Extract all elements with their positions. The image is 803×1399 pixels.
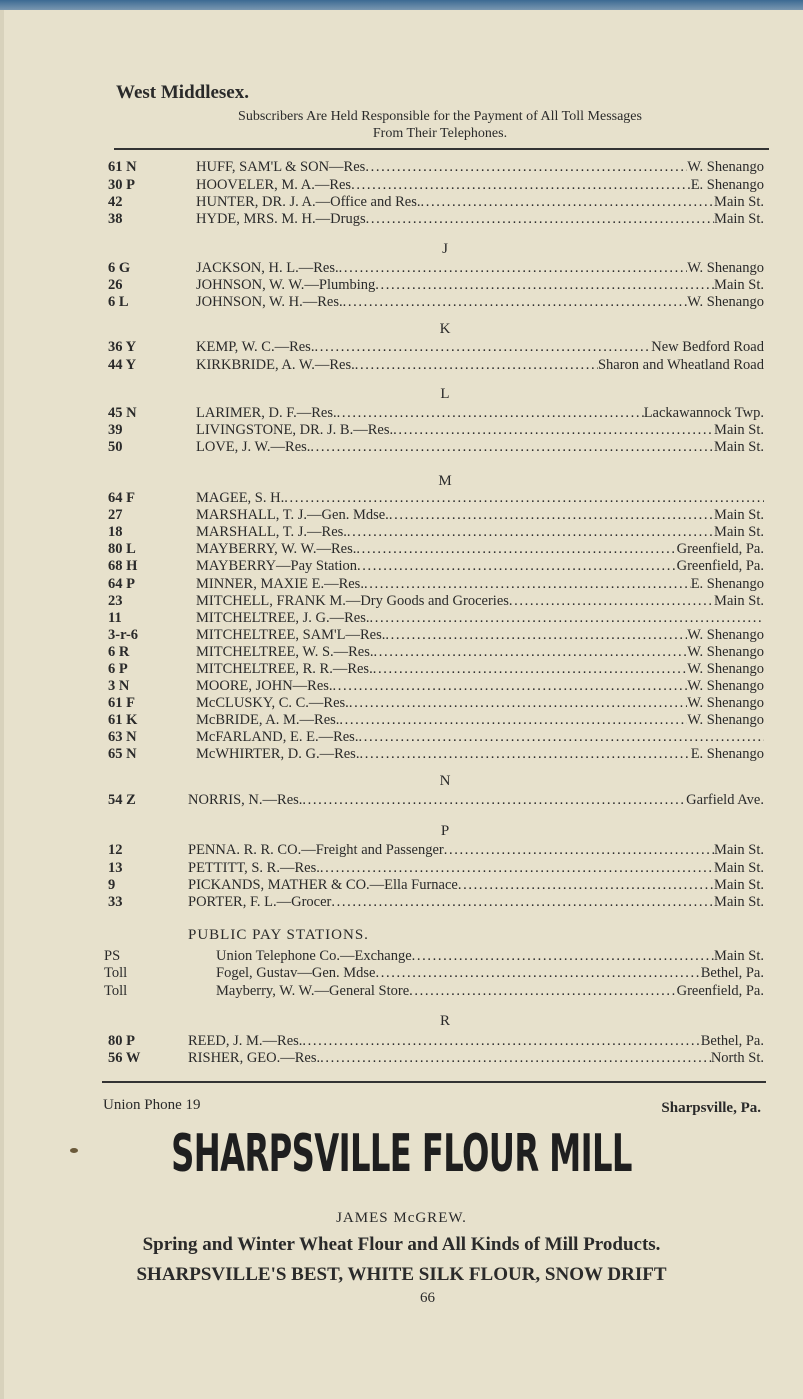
subscriber-location: Main St. bbox=[714, 593, 764, 609]
listing-row bbox=[0, 260, 800, 277]
leader-dots bbox=[310, 439, 714, 456]
phone-number: Toll bbox=[104, 965, 128, 981]
phone-number: 64 P bbox=[108, 576, 135, 592]
subscriber-name: McFARLAND, E. E.—Res. bbox=[196, 729, 359, 745]
leader-dots bbox=[420, 194, 714, 211]
section-letter: J bbox=[442, 241, 448, 257]
leader-dots bbox=[444, 842, 714, 859]
section-letter: P bbox=[440, 823, 450, 839]
leader-dots bbox=[369, 610, 764, 627]
leader-dots bbox=[333, 678, 688, 695]
subscriber-location: W. Shenango bbox=[687, 678, 764, 694]
phone-number: 44 Y bbox=[108, 357, 137, 373]
phone-number: 26 bbox=[108, 277, 123, 293]
subscriber-name: MITCHELTREE, J. G.—Res. bbox=[196, 610, 370, 626]
subscriber-name: PENNA. R. R. CO.—Freight and Passenger bbox=[188, 842, 444, 858]
subscriber-location: W. Shenango bbox=[687, 695, 764, 711]
subscriber-name: HOOVELER, M. A.—Res bbox=[196, 177, 352, 193]
listing-entry bbox=[196, 490, 764, 507]
subscriber-location: Main St. bbox=[714, 842, 764, 858]
listing-row bbox=[0, 422, 800, 439]
leader-dots bbox=[365, 159, 687, 176]
ad-owner: JAMES McGREW. bbox=[336, 1210, 467, 1226]
subscriber-location: Main St. bbox=[714, 439, 764, 455]
listing-entry bbox=[196, 177, 764, 194]
subscriber-name: MAYBERRY—Pay Station bbox=[196, 558, 358, 574]
phone-number: 6 G bbox=[108, 260, 131, 276]
listing-entry bbox=[196, 610, 764, 627]
subscriber-name: KIRKBRIDE, A. W.—Res. bbox=[196, 357, 355, 373]
listing-entry bbox=[216, 948, 764, 965]
listing-entry bbox=[196, 294, 764, 311]
phone-number: 45 N bbox=[108, 405, 137, 421]
phone-number: 3-r-6 bbox=[108, 627, 139, 643]
place-title: West Middlesex. bbox=[116, 82, 249, 103]
listing-entry bbox=[196, 695, 764, 712]
listing-row bbox=[0, 277, 800, 294]
listing-row bbox=[0, 294, 800, 311]
listing-entry bbox=[188, 842, 764, 859]
subscriber-name: MARSHALL, T. J.—Gen. Mdse. bbox=[196, 507, 389, 523]
subscriber-name: LOVE, J. W.—Res. bbox=[196, 439, 311, 455]
subscriber-location: E. Shenango bbox=[690, 177, 764, 193]
listing-entry bbox=[196, 541, 764, 558]
phone-number: 38 bbox=[108, 211, 123, 227]
listing-entry bbox=[216, 965, 764, 982]
listing-row bbox=[0, 678, 800, 695]
phone-number: 56 W bbox=[108, 1050, 141, 1066]
leader-dots bbox=[364, 576, 691, 593]
subscriber-location: Garfield Ave. bbox=[686, 792, 764, 808]
subscriber-location: W. Shenango bbox=[687, 661, 764, 677]
listing-row bbox=[0, 610, 800, 627]
subscriber-location: W. Shenango bbox=[687, 159, 764, 175]
subscriber-name: Mayberry, W. W.—General Store bbox=[216, 983, 410, 999]
phone-number: 61 F bbox=[108, 695, 135, 711]
subscriber-name: MITCHELTREE, R. R.—Res. bbox=[196, 661, 373, 677]
listing-row bbox=[0, 983, 800, 1000]
phone-number: 54 Z bbox=[108, 792, 136, 808]
subscriber-location: W. Shenango bbox=[687, 644, 764, 660]
listing-entry bbox=[216, 983, 764, 1000]
listing-row bbox=[0, 177, 800, 194]
phone-number: 6 P bbox=[108, 661, 128, 677]
leader-dots bbox=[314, 339, 651, 356]
leader-dots bbox=[302, 1033, 700, 1050]
leader-dots bbox=[359, 746, 690, 763]
leader-dots bbox=[385, 627, 687, 644]
subscriber-name: McCLUSKY, C. C.—Res. bbox=[196, 695, 349, 711]
ad-title: SHARPSVILLE FLOUR MILL bbox=[171, 1124, 632, 1184]
listing-row bbox=[0, 339, 800, 356]
listing-entry bbox=[196, 524, 764, 541]
subscriber-location: Main St. bbox=[714, 948, 764, 964]
listing-row bbox=[0, 576, 800, 593]
subscriber-name: McWHIRTER, D. G.—Res. bbox=[196, 746, 360, 762]
phone-number: 18 bbox=[108, 524, 123, 540]
leader-dots bbox=[331, 894, 714, 911]
subscriber-name: RISHER, GEO.—Res. bbox=[188, 1050, 321, 1066]
ad-phone: Union Phone 19 bbox=[103, 1097, 201, 1113]
subscriber-location: W. Shenango bbox=[687, 712, 764, 728]
subscriber-name: Union Telephone Co.—Exchange bbox=[216, 948, 412, 964]
subscriber-location: Bethel, Pa. bbox=[700, 1033, 764, 1049]
toll-notice bbox=[100, 108, 780, 142]
ad-line-2: SHARPSVILLE'S BEST, WHITE SILK FLOUR, SNOW DRIFT bbox=[136, 1264, 667, 1285]
listing-entry bbox=[196, 576, 764, 593]
listing-entry bbox=[188, 877, 764, 894]
subscriber-name: PETTITT, S. R.—Res. bbox=[188, 860, 320, 876]
leader-dots bbox=[357, 558, 677, 575]
phone-number: 61 N bbox=[108, 159, 137, 175]
listing-row bbox=[0, 439, 800, 456]
subscriber-name: MITCHELTREE, W. S.—Res. bbox=[196, 644, 374, 660]
phone-number: 9 bbox=[108, 877, 116, 893]
notice-line-1: Subscribers Are Held Responsible for the Payment of All Toll Messages bbox=[238, 109, 642, 124]
subscriber-location: Main St. bbox=[714, 277, 764, 293]
listing-entry bbox=[196, 194, 764, 211]
listing-entry bbox=[196, 507, 764, 524]
subscriber-name: PORTER, F. L.—Grocer bbox=[188, 894, 332, 910]
listing-row bbox=[0, 948, 800, 965]
leader-dots bbox=[358, 729, 764, 746]
subscriber-location: Main St. bbox=[714, 860, 764, 876]
leader-dots bbox=[375, 277, 714, 294]
subscriber-name: MITCHELTREE, SAM'L—Res. bbox=[196, 627, 386, 643]
leader-dots bbox=[373, 661, 688, 678]
leader-dots bbox=[509, 593, 714, 610]
subscriber-name: KEMP, W. C.—Res. bbox=[196, 339, 315, 355]
listing-row bbox=[0, 729, 800, 746]
leader-dots bbox=[320, 1050, 711, 1067]
listing-entry bbox=[196, 678, 764, 695]
section-letter: L bbox=[440, 386, 450, 402]
listing-row bbox=[0, 746, 800, 763]
leader-dots bbox=[284, 490, 764, 507]
listing-entry bbox=[196, 211, 764, 228]
subscriber-location: Main St. bbox=[714, 877, 764, 893]
subscriber-name: Fogel, Gustav—Gen. Mdse bbox=[216, 965, 376, 981]
subscriber-location: Main St. bbox=[714, 211, 764, 227]
listing-entry bbox=[196, 357, 764, 374]
listing-row bbox=[0, 712, 800, 729]
subscriber-name: MARSHALL, T. J.—Res. bbox=[196, 524, 347, 540]
listing-row bbox=[0, 644, 800, 661]
phone-number: 68 H bbox=[108, 558, 138, 574]
subscriber-location: Lackawannock Twp. bbox=[643, 405, 764, 421]
listing-entry bbox=[196, 260, 764, 277]
subscriber-location: Greenfield, Pa. bbox=[676, 558, 764, 574]
listing-row bbox=[0, 1033, 800, 1050]
subscriber-location: Greenfield, Pa. bbox=[676, 983, 764, 999]
subscriber-name: HUFF, SAM'L & SON—Res bbox=[196, 159, 366, 175]
subscriber-location: W. Shenango bbox=[687, 294, 764, 310]
listing-row bbox=[0, 524, 800, 541]
listing-entry bbox=[196, 746, 764, 763]
pay-stations-heading: PUBLIC PAY STATIONS. bbox=[188, 927, 369, 943]
phone-number: 33 bbox=[108, 894, 123, 910]
leader-dots bbox=[347, 524, 714, 541]
listing-entry bbox=[196, 405, 764, 422]
phone-number: 27 bbox=[108, 507, 123, 523]
phone-number: 64 F bbox=[108, 490, 135, 506]
listing-entry bbox=[196, 339, 764, 356]
phone-number: 36 Y bbox=[108, 339, 137, 355]
phone-number: 3 N bbox=[108, 678, 130, 694]
phone-number: 80 P bbox=[108, 1033, 135, 1049]
leader-dots bbox=[393, 422, 714, 439]
leader-dots bbox=[412, 948, 714, 965]
leader-dots bbox=[366, 211, 714, 228]
listing-row bbox=[0, 159, 800, 176]
listing-entry bbox=[196, 712, 764, 729]
listing-row bbox=[0, 490, 800, 507]
listing-entry bbox=[196, 159, 764, 176]
phone-number: 65 N bbox=[108, 746, 137, 762]
leader-dots bbox=[302, 792, 686, 809]
subscriber-name: JOHNSON, W. W.—Plumbing bbox=[196, 277, 376, 293]
header-rule bbox=[114, 148, 769, 150]
phone-number: 80 L bbox=[108, 541, 136, 557]
subscriber-location: W. Shenango bbox=[687, 260, 764, 276]
leader-dots bbox=[339, 260, 688, 277]
phone-number: PS bbox=[104, 948, 121, 964]
subscriber-location: Main St. bbox=[714, 894, 764, 910]
subscriber-name: MINNER, MAXIE E.—Res. bbox=[196, 576, 364, 592]
phone-number: 63 N bbox=[108, 729, 137, 745]
section-letter: R bbox=[439, 1013, 450, 1029]
notice-line-2: From Their Telephones. bbox=[372, 126, 508, 141]
subscriber-location: E. Shenango bbox=[690, 576, 764, 592]
leader-dots bbox=[343, 294, 688, 311]
listing-entry bbox=[196, 593, 764, 610]
paper-blemish bbox=[70, 1148, 78, 1153]
subscriber-location: Bethel, Pa. bbox=[700, 965, 764, 981]
listing-entry bbox=[196, 439, 764, 456]
phone-number: 11 bbox=[108, 610, 122, 626]
leader-dots bbox=[349, 695, 687, 712]
listing-row bbox=[0, 558, 800, 575]
subscriber-name: LIVINGSTONE, DR. J. B.—Res. bbox=[196, 422, 394, 438]
listing-row bbox=[0, 507, 800, 524]
ad-line-1: Spring and Winter Wheat Flour and All Kinds of Mill Products. bbox=[142, 1234, 661, 1255]
page-number: 66 bbox=[420, 1290, 435, 1306]
listing-entry bbox=[196, 277, 764, 294]
leader-dots bbox=[320, 860, 714, 877]
section-letter: N bbox=[439, 773, 451, 789]
listing-row bbox=[0, 194, 800, 211]
subscriber-name: MAYBERRY, W. W.—Res. bbox=[196, 541, 357, 557]
subscriber-location: North St. bbox=[710, 1050, 764, 1066]
phone-number: 6 L bbox=[108, 294, 129, 310]
phone-number: 12 bbox=[108, 842, 123, 858]
listing-row bbox=[0, 842, 800, 859]
phone-number: 39 bbox=[108, 422, 123, 438]
section-letter: M bbox=[438, 473, 452, 489]
subscriber-name: REED, J. M.—Res. bbox=[188, 1033, 303, 1049]
listing-row bbox=[0, 695, 800, 712]
phone-number: 23 bbox=[108, 593, 123, 609]
footer-rule bbox=[102, 1081, 766, 1083]
listing-entry bbox=[196, 729, 764, 746]
listing-row bbox=[0, 1050, 800, 1067]
listing-row bbox=[0, 357, 800, 374]
subscriber-name: McBRIDE, A. M.—Res. bbox=[196, 712, 340, 728]
phone-number: 13 bbox=[108, 860, 123, 876]
listing-row bbox=[0, 211, 800, 228]
subscriber-location: New Bedford Road bbox=[651, 339, 764, 355]
subscriber-name: MOORE, JOHN—Res. bbox=[196, 678, 333, 694]
phone-number: 30 P bbox=[108, 177, 135, 193]
phone-number: 50 bbox=[108, 439, 123, 455]
listing-row bbox=[0, 877, 800, 894]
scan-top-edge bbox=[0, 0, 803, 10]
phone-number: 42 bbox=[108, 194, 123, 210]
leader-dots bbox=[337, 405, 644, 422]
leader-dots bbox=[376, 965, 701, 982]
subscriber-location: Greenfield, Pa. bbox=[676, 541, 764, 557]
listing-row bbox=[0, 627, 800, 644]
leader-dots bbox=[356, 541, 676, 558]
leader-dots bbox=[409, 983, 676, 1000]
subscriber-location: Sharon and Wheatland Road bbox=[597, 357, 764, 373]
subscriber-location: Main St. bbox=[714, 194, 764, 210]
subscriber-name: HYDE, MRS. M. H.—Drugs bbox=[196, 211, 366, 227]
leader-dots bbox=[458, 877, 714, 894]
subscriber-name: PICKANDS, MATHER & CO.—Ella Furnace bbox=[188, 877, 458, 893]
phone-number: 6 R bbox=[108, 644, 130, 660]
listing-entry bbox=[188, 860, 764, 877]
leader-dots bbox=[351, 177, 691, 194]
listing-row bbox=[0, 661, 800, 678]
listing-row bbox=[0, 792, 800, 809]
listing-row bbox=[0, 593, 800, 610]
subscriber-name: MITCHELL, FRANK M.—Dry Goods and Groceries bbox=[196, 593, 509, 609]
listing-entry bbox=[196, 644, 764, 661]
section-letter: K bbox=[439, 321, 451, 337]
listing-entry bbox=[188, 894, 764, 911]
listing-entry bbox=[196, 661, 764, 678]
listing-row bbox=[0, 405, 800, 422]
subscriber-name: NORRIS, N.—Res. bbox=[188, 792, 303, 808]
listing-entry bbox=[188, 792, 764, 809]
subscriber-name: MAGEE, S. H. bbox=[196, 490, 285, 506]
ad-town: Sharpsville, Pa. bbox=[661, 1100, 761, 1116]
subscriber-name: JACKSON, H. L.—Res. bbox=[196, 260, 339, 276]
subscriber-location: E. Shenango bbox=[690, 746, 764, 762]
listing-entry bbox=[196, 627, 764, 644]
leader-dots bbox=[339, 712, 687, 729]
listing-entry bbox=[196, 558, 764, 575]
subscriber-location: Main St. bbox=[714, 524, 764, 540]
phone-number: 61 K bbox=[108, 712, 138, 728]
leader-dots bbox=[389, 507, 714, 524]
leader-dots bbox=[374, 644, 688, 661]
subscriber-name: LARIMER, D. F.—Res. bbox=[196, 405, 337, 421]
subscriber-name: HUNTER, DR. J. A.—Office and Res. bbox=[196, 194, 421, 210]
subscriber-location: Main St. bbox=[714, 422, 764, 438]
listing-entry bbox=[188, 1050, 764, 1067]
phone-number: Toll bbox=[104, 983, 128, 999]
listing-row bbox=[0, 541, 800, 558]
listing-row bbox=[0, 965, 800, 982]
subscriber-name: JOHNSON, W. H.—Res. bbox=[196, 294, 343, 310]
subscriber-location: W. Shenango bbox=[687, 627, 764, 643]
listing-row bbox=[0, 894, 800, 911]
listing-entry bbox=[196, 422, 764, 439]
listing-entry bbox=[188, 1033, 764, 1050]
leader-dots bbox=[355, 357, 598, 374]
listing-row bbox=[0, 860, 800, 877]
subscriber-location: Main St. bbox=[714, 507, 764, 523]
